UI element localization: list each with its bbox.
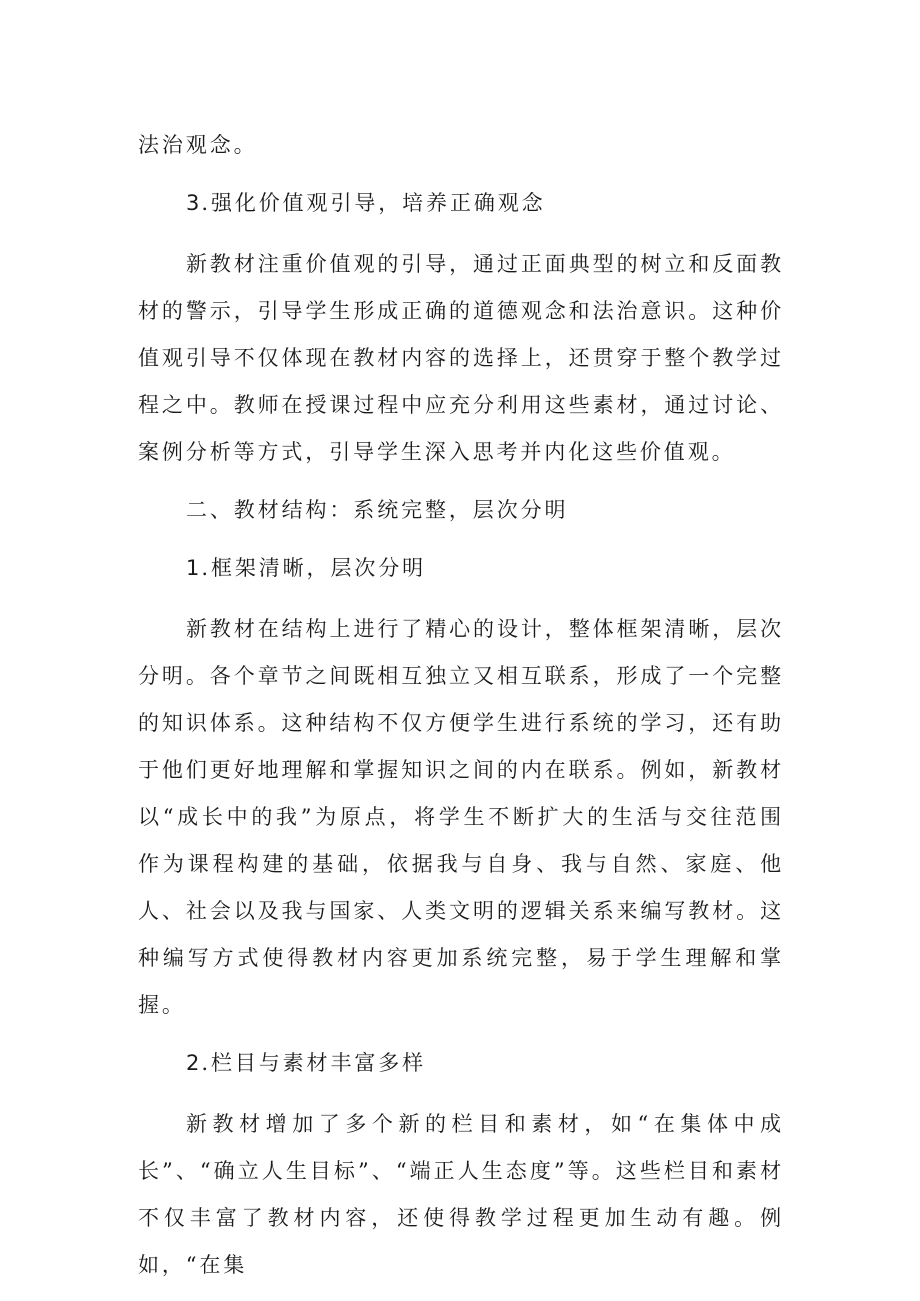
subheading-1: [138, 545, 784, 592]
document-body: [138, 122, 784, 1289]
subheading-number: 2: [186, 1051, 202, 1075]
section-heading-2: 二、教材结构：系统完整，层次分明: [186, 498, 569, 522]
subheading-text: .框架清晰，层次分明: [201, 556, 427, 580]
paragraph-columns: 新教材增加了多个新的栏目和素材，如“在集体中成长”、“确立人生目标”、“端正人生态度”等。这些栏目和素材不仅丰富了教材内容，还使得教学过程更加生动有趣。例如，“在集: [138, 1112, 784, 1277]
subheading-number: 1: [186, 556, 202, 580]
subheading-text: .强化价值观引导，培养正确观念: [201, 191, 546, 215]
paragraph-structure: 新教材在结构上进行了精心的设计，整体框架清晰，层次分明。各个章节之间既相互独立又相互联系，形成了一个完整的知识体系。这种结构不仅方便学生进行系统的学习，还有助于他们更好地理解和掌握知识之间的内在联系。例如，新教材以“成长中的我”为原点，将学生不断扩大的生活与交往范围作为课程构建的基础，依据我与自身、我与自然、家庭、他人、社会以及我与国家、人类文明的逻辑关系来编写教材。这种编写方式使得教材内容更加系统完整，易于学生理解和掌握。: [138, 617, 784, 1017]
paragraph-values: 新教材注重价值观的引导，通过正面典型的树立和反面教材的警示，引导学生形成正确的道德观念和法治意识。这种价值观引导不仅体现在教材内容的选择上，还贯穿于整个教学过程之中。教师在授课过程中应充分利用这些素材，通过讨论、案例分析等方式，引导学生深入思考并内化这些价值观。: [138, 252, 784, 464]
subheading-text: .栏目与素材丰富多样: [201, 1051, 427, 1075]
subheading-3: [138, 180, 784, 227]
subheading-number: 3: [186, 191, 202, 215]
paragraph-continuation: 法治观念。: [138, 133, 258, 157]
subheading-2: [138, 1040, 784, 1087]
